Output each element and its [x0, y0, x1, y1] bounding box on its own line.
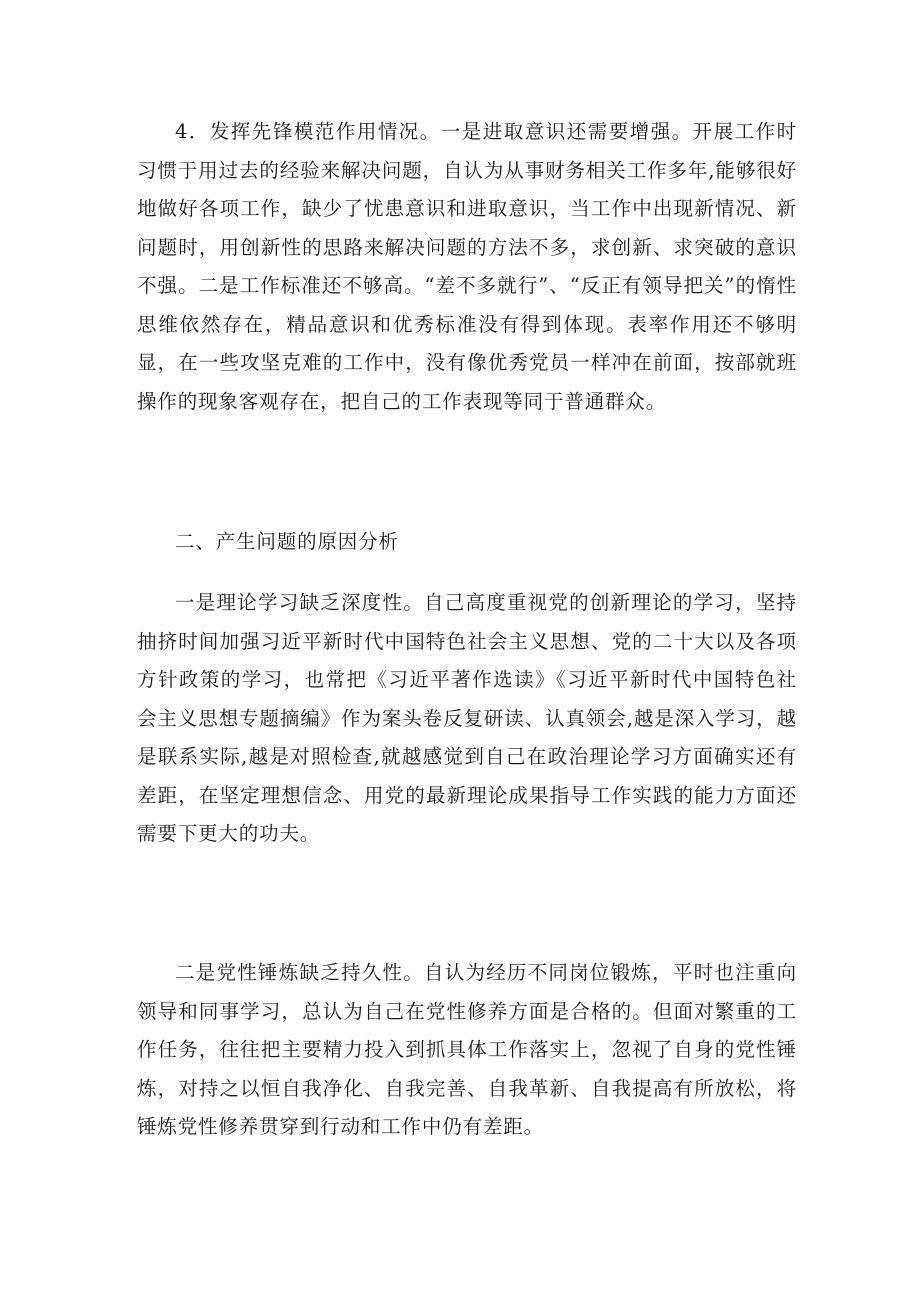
paragraph-pioneer-role: 4．发挥先锋模范作用情况。一是进取意识还需要增强。开展工作时习惯于用过去的经验来解决问题，自认为从事财务相关工作多年,能够很好地做好各项工作，缺少了忧患意识和进取意识，当工作中出现新情况、新问题时，用创新性的思路来解决问题的方法不多，求创新、求突破的意识不强。二是工作标准还不够高。“差不多就行”、“反正有领导把关”的惰性思维依然存在，精品意识和优秀标准没有得到体现。表率作用还不够明显，在一些攻坚克难的工作中，没有像优秀党员一样冲在前面，按部就班操作的现象客观存在，把自己的工作表现等同于普通群众。 — [137, 120, 797, 413]
paragraph-theory-study: 一是理论学习缺乏深度性。自己高度重视党的创新理论的学习，坚持抽挤时间加强习近平新时代中国特色社会主义思想、党的二十大以及各项方针政策的学习，也常把《习近平著作选读》《习近平新时代中国特色社会主义思想专题摘编》作为案头卷反复研读、认真领会,越是深入学习，越是联系实际,越是对照检查,就越感觉到自己在政治理论学习方面确实还有差距，在坚定理想信念、用党的最新理论成果指导工作实践的能力方面还需要下更大的功夫。 — [137, 591, 797, 845]
paragraph-party-spirit: 二是党性锤炼缺乏持久性。自认为经历不同岗位锻炼，平时也注重向领导和同事学习，总认为自己在党性修养方面是合格的。但面对繁重的工作任务，往往把主要精力投入到抓具体工作落实上，忽视了自身的党性锤炼，对持之以恒自我净化、自我完善、自我革新、自我提高有所放松，将锤炼党性修养贯穿到行动和工作中仍有差距。 — [137, 961, 797, 1138]
section-heading-cause-analysis: 二、产生问题的原因分析 — [175, 530, 399, 553]
